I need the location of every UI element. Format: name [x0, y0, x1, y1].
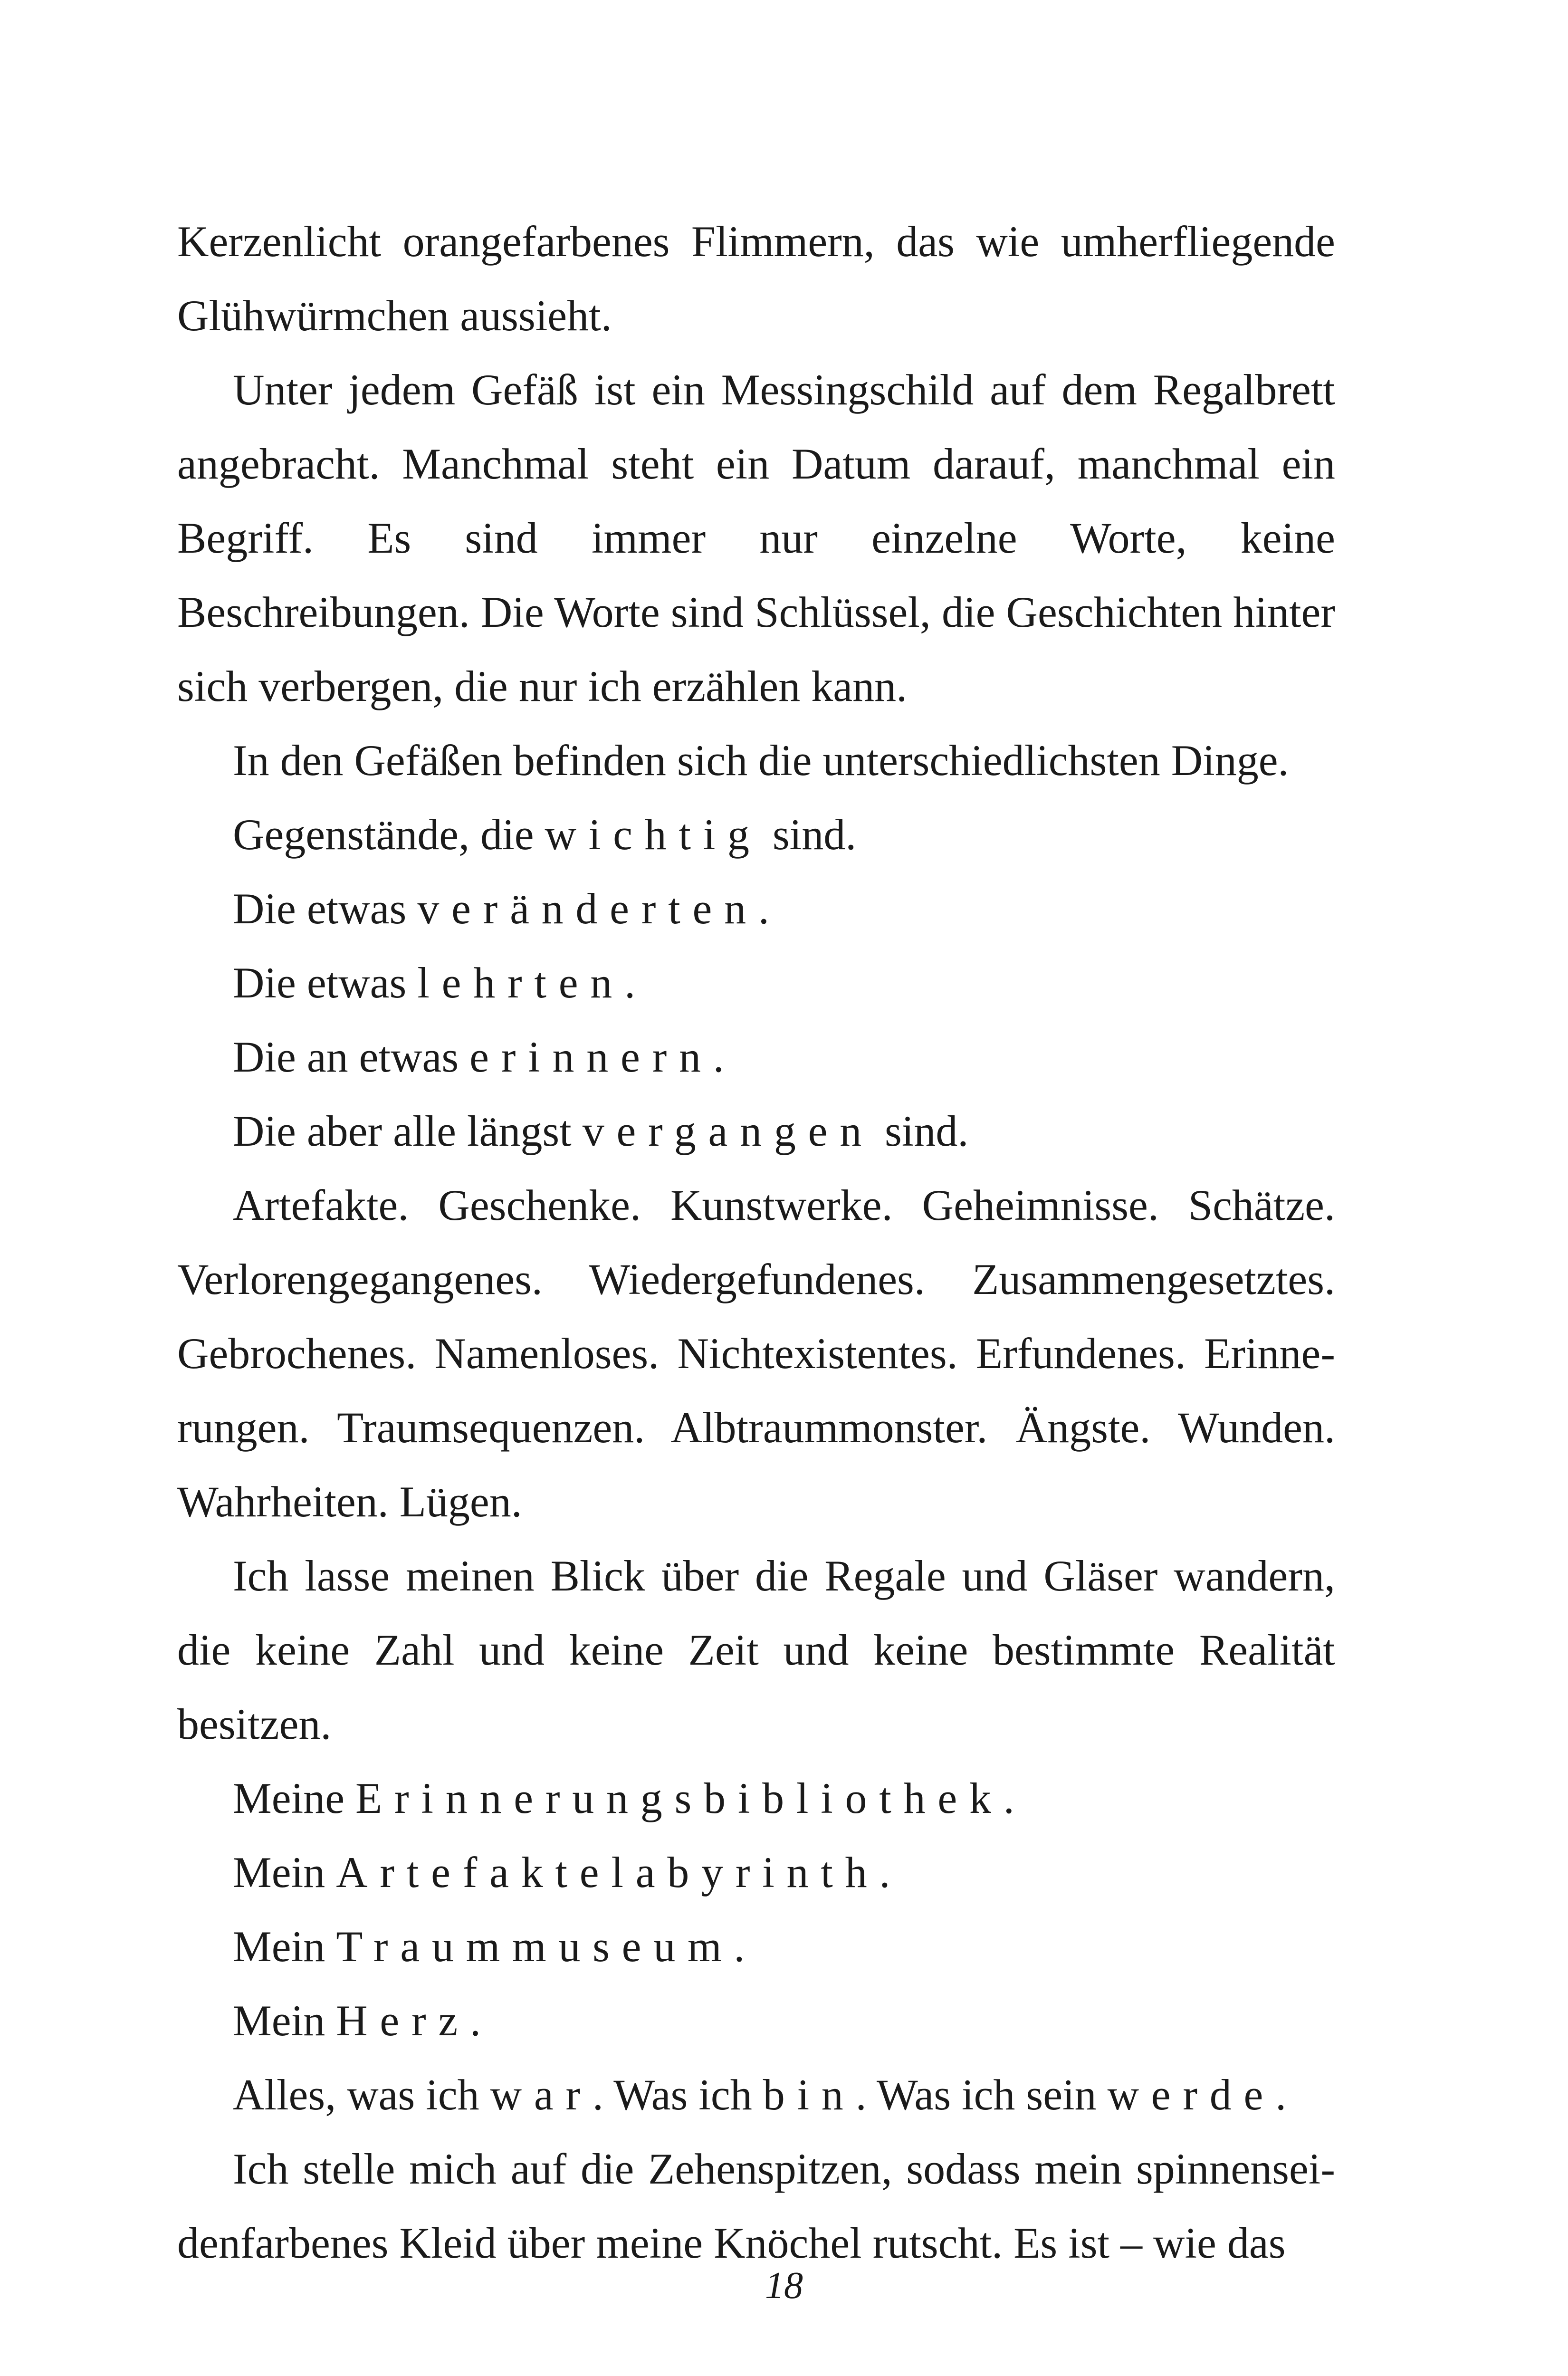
line-text: Die aber alle längst: [233, 1107, 583, 1155]
line-text: Mein: [233, 1848, 336, 1897]
spaced-line-vergangen: [177, 1094, 1335, 1168]
spaced-word: wichtig: [545, 810, 762, 859]
line-text: Mein: [233, 1922, 336, 1971]
line-text: Die an etwas: [233, 1033, 470, 1081]
meine-line-traummuseum: [177, 1909, 1335, 1983]
alles-line: [177, 2058, 1335, 2132]
paragraph-artefakte: Artefakte. Geschenke. Kunstwerke. Geheimnisse. Schätze. Verlorengegangenes. Wiedergefundenes. Zusammengesetztes. Gebrochenes. Namenloses. Nichtexistentes. Erfundenes. Erinnerungen. Traumsequenzen. Albtraummonster. Ängste. Wunden. Wahrheiten. Lügen.: [177, 1181, 1335, 1526]
spaced-word: war: [490, 2070, 593, 2119]
line-text: Gegenstände, die: [233, 810, 545, 859]
page-number: 18: [765, 2265, 803, 2307]
spaced-word: Artefaktelabyrinth: [336, 1848, 880, 1897]
spaced-word: lehrten: [417, 958, 625, 1007]
line-text: .: [470, 1996, 481, 2045]
line-text: . Was ich sein: [855, 2070, 1108, 2119]
meine-line-herz: [177, 1983, 1335, 2058]
line-text: Meine: [233, 1774, 356, 1822]
spaced-word: vergangen: [582, 1107, 874, 1155]
line-text: Mein: [233, 1996, 336, 2045]
spaced-word: bin: [763, 2070, 856, 2119]
meine-line-artefaktelabyrinth: [177, 1835, 1335, 1909]
spaced-line-veraenderten: [177, 872, 1335, 946]
paragraph-gefaesse: In den Gefäßen befinden sich die unterschiedlichsten Dinge.: [233, 736, 1289, 785]
line-text: .: [879, 1848, 890, 1897]
spaced-line-lehrten: [177, 946, 1335, 1020]
spaced-word: erinnern: [469, 1033, 713, 1081]
body-text: [177, 204, 1335, 2280]
paragraph-zehenspitzen: Ich stelle mich auf die Zehenspitzen, sodass mein spinnenseidenfarbenes Kleid über meine Knöchel rutscht. Es ist – wie das: [177, 2145, 1335, 2267]
line-text: sind.: [761, 810, 857, 859]
line-text: Alles, was ich: [233, 2070, 490, 2119]
spaced-word: Traummuseum: [336, 1922, 734, 1971]
spaced-word: Herz: [336, 1996, 470, 2045]
line-text: .: [624, 958, 636, 1007]
line-text: .: [713, 1033, 724, 1081]
spaced-word: veränderten: [417, 884, 758, 933]
paragraph-blick: Ich lasse meinen Blick über die Regale und Gläser wandern, die keine Zahl und keine Zeit und keine bestimmte Realität besitzen.: [177, 1552, 1335, 1748]
spaced-line-wichtig: [177, 797, 1335, 872]
meine-line-erinnerungsbibliothek: [177, 1761, 1335, 1835]
line-text: .: [1003, 1774, 1014, 1822]
paragraph-messingschild: Unter jedem Gefäß ist ein Messingschild auf dem Regalbrett angebracht. Manchmal steht ein Datum darauf, manchmal ein Begriff. Es sind immer nur einzelne Worte, keine Beschreibungen. Die Worte sind Schlüssel, die Geschichten hinter sich verbergen, die nur ich erzählen kann.: [177, 365, 1335, 710]
line-text: .: [758, 884, 769, 933]
paragraph-kerzenlicht: Kerzenlicht orangefarbenes Flimmern, das wie umherfliegende Glühwürmchen aussieht.: [177, 217, 1335, 340]
spaced-line-erinnern: [177, 1020, 1335, 1094]
line-text: Die etwas: [233, 958, 418, 1007]
line-text: . Was ich: [592, 2070, 763, 2119]
spaced-word: Erinnerungsbibliothek: [355, 1774, 1004, 1822]
line-text: .: [1275, 2070, 1287, 2119]
line-text: Die etwas: [233, 884, 418, 933]
line-text: sind.: [874, 1107, 969, 1155]
spaced-word: werde: [1107, 2070, 1276, 2119]
line-text: .: [734, 1922, 745, 1971]
